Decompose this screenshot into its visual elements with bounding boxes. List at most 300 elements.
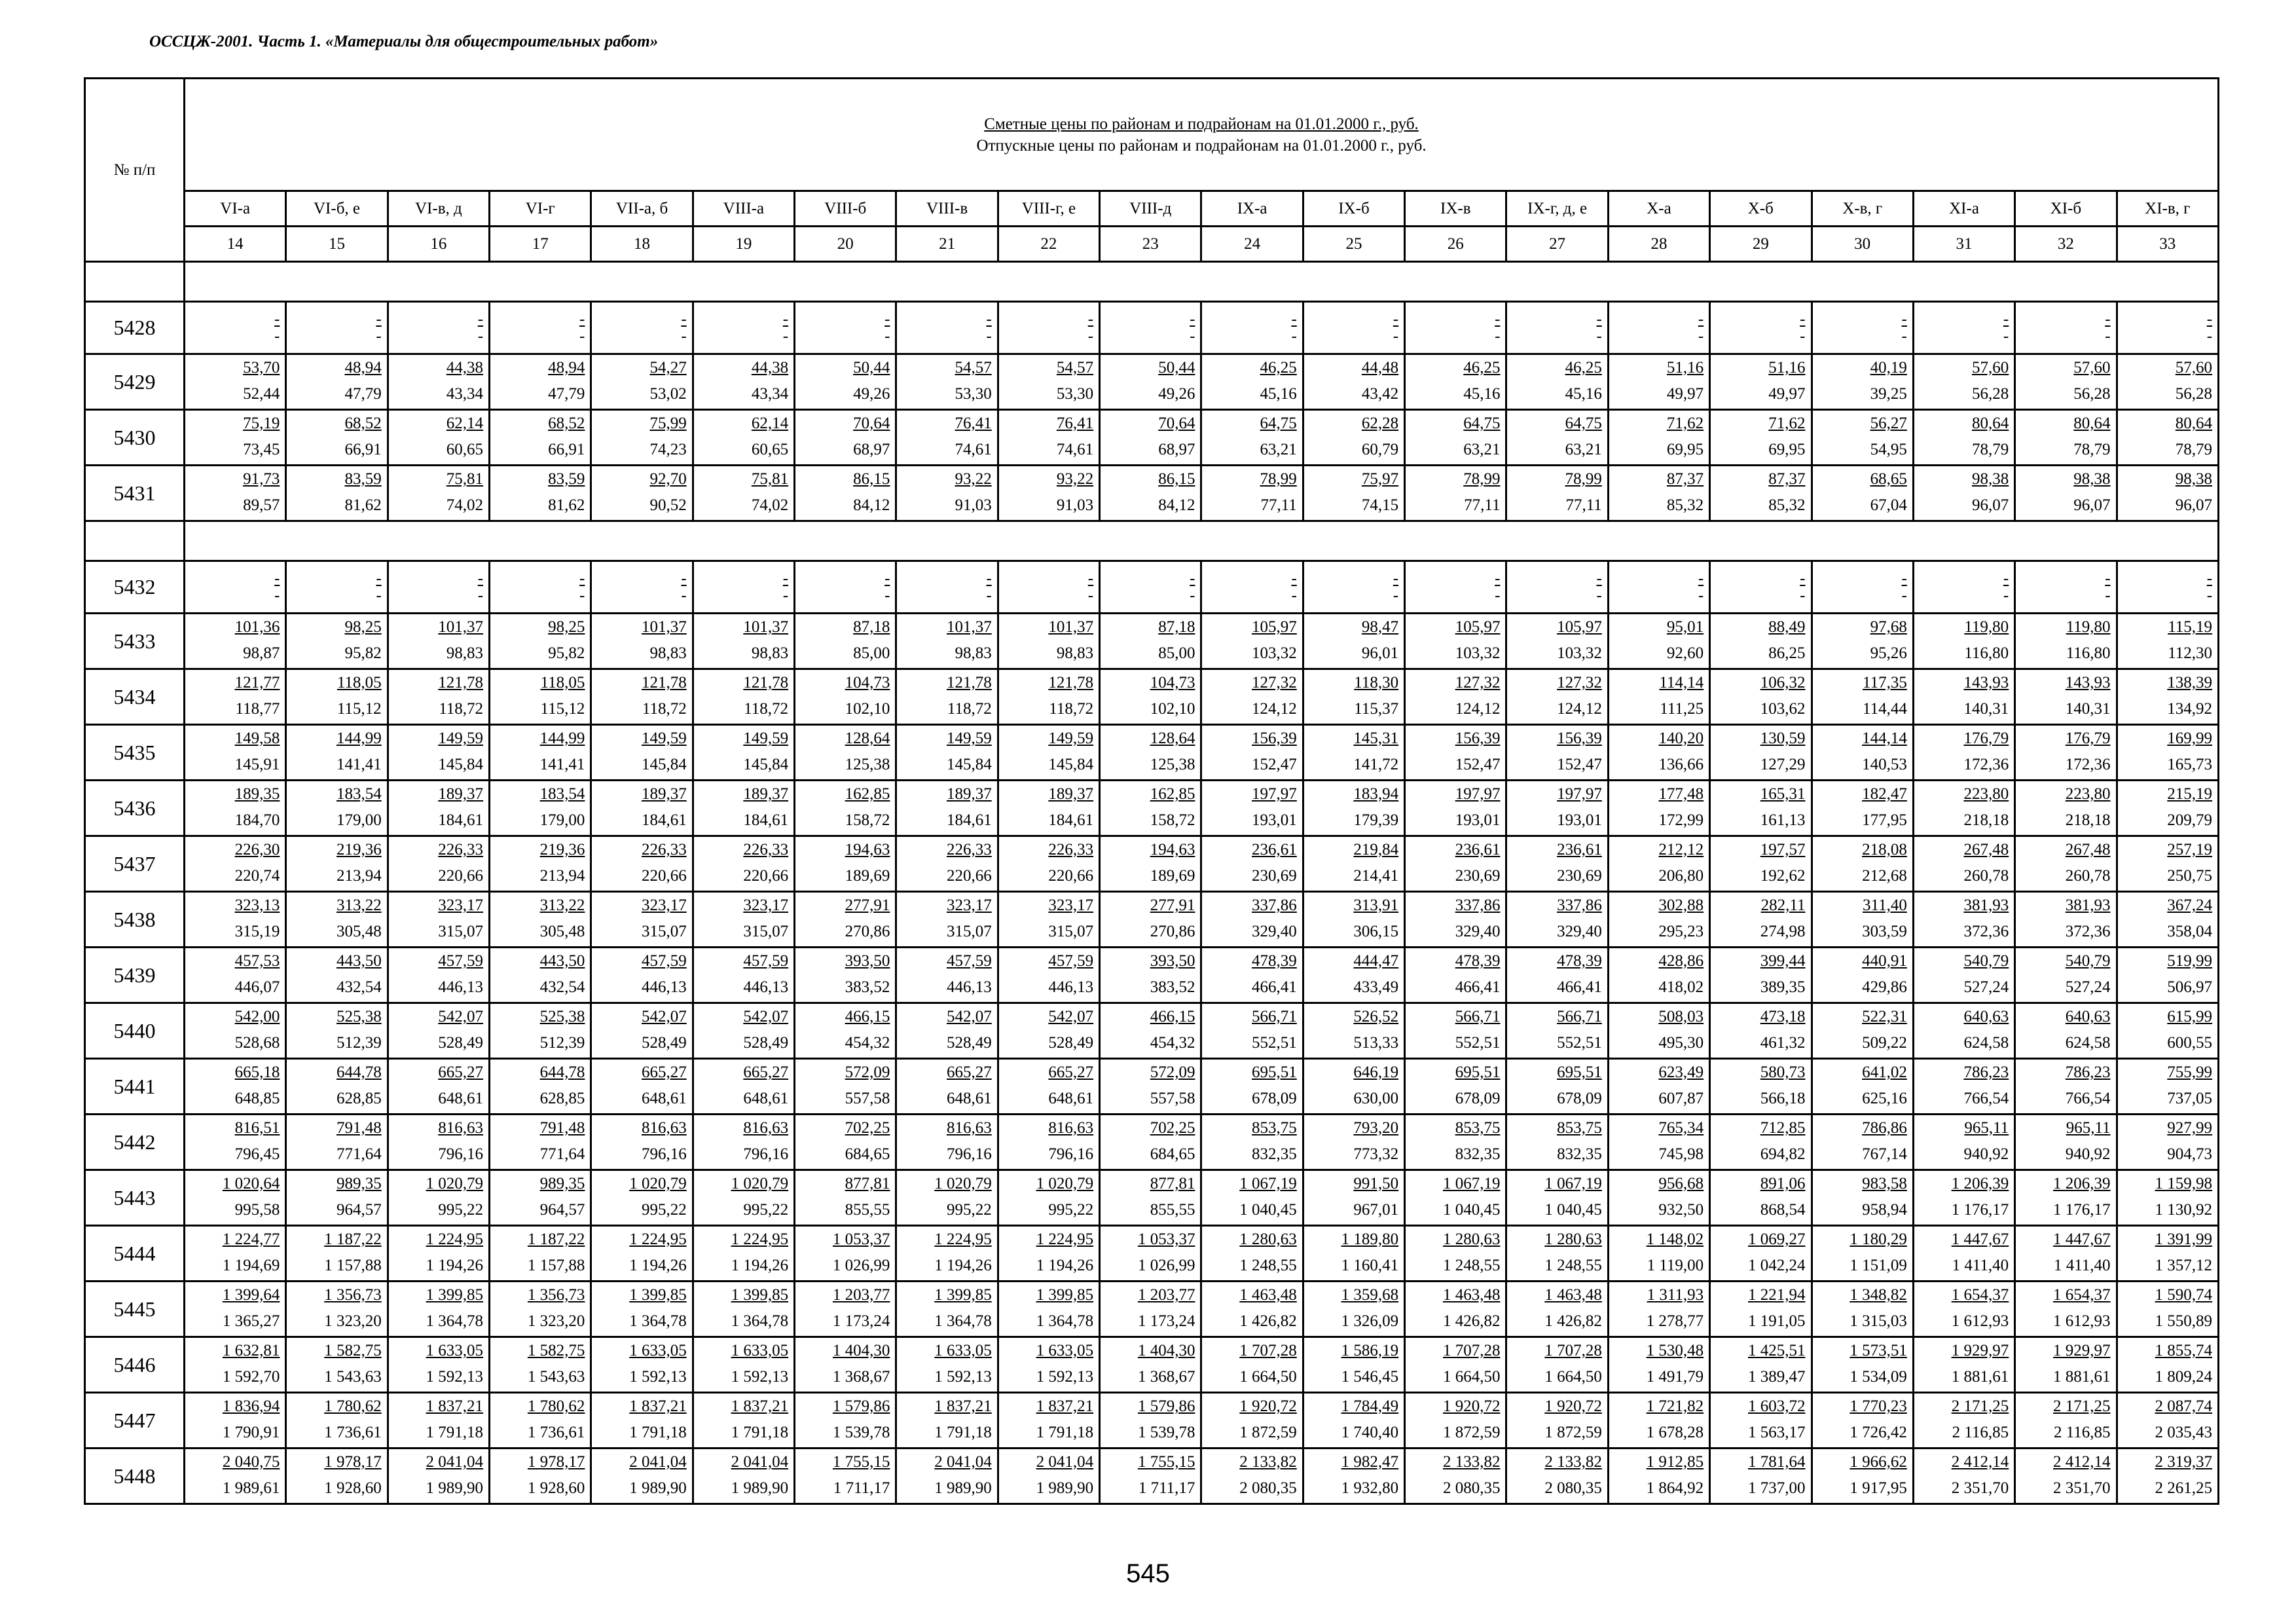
- price-cell: [2117, 669, 2219, 725]
- estimated-price: 219,84: [1353, 841, 1399, 858]
- release-price: 648,61: [1048, 1090, 1094, 1107]
- price-cell: [185, 948, 286, 1003]
- release-price: 305,48: [336, 923, 382, 940]
- price-cell: [1812, 1337, 1913, 1393]
- release-price: 796,16: [1048, 1145, 1094, 1163]
- price-cell: [1303, 1393, 1404, 1449]
- estimated-price: -: [579, 310, 585, 328]
- price-cell: [388, 1170, 489, 1226]
- price-cell: [185, 669, 286, 725]
- release-price: 446,13: [947, 978, 992, 996]
- release-price: 527,24: [2065, 978, 2111, 996]
- release-price: 1 563,17: [1748, 1424, 1806, 1441]
- price-cell: [591, 354, 693, 410]
- price-cell: [286, 1115, 388, 1170]
- estimated-price: 149,59: [743, 729, 789, 747]
- estimated-price: 444,47: [1353, 952, 1399, 970]
- estimated-price: 478,39: [1252, 952, 1297, 970]
- estimated-price: 457,59: [641, 952, 687, 970]
- estimated-price: 1 579,86: [832, 1397, 890, 1415]
- price-cell: [2015, 1337, 2117, 1393]
- release-price: 454,32: [1150, 1034, 1195, 1052]
- estimated-price: 1 654,37: [1951, 1286, 2009, 1304]
- price-cell: [1405, 410, 1506, 466]
- release-price: 220,66: [947, 867, 992, 885]
- estimated-price: 54,27: [649, 359, 687, 377]
- price-cell: [490, 354, 591, 410]
- estimated-price: 302,88: [1658, 896, 1704, 914]
- price-cell: [388, 1337, 489, 1393]
- release-price: 995,22: [438, 1201, 484, 1219]
- estimated-price: 75,81: [751, 470, 789, 488]
- estimated-price: 665,27: [947, 1063, 992, 1081]
- price-cell: [998, 1059, 1099, 1115]
- estimated-price: 640,63: [2065, 1008, 2111, 1025]
- release-price: 118,72: [947, 700, 992, 718]
- estimated-price: 399,44: [1760, 952, 1806, 970]
- price-cell: [388, 1059, 489, 1115]
- release-price: 230,69: [1455, 867, 1501, 885]
- estimated-price: 644,78: [539, 1063, 585, 1081]
- estimated-price: 70,64: [853, 415, 890, 432]
- estimated-price: -: [376, 569, 382, 587]
- release-price: 158,72: [1150, 811, 1195, 829]
- release-price: 45,16: [1463, 385, 1501, 403]
- estimated-price: 1 224,95: [934, 1230, 992, 1248]
- estimated-price: 101,37: [1048, 618, 1094, 636]
- release-price: 193,01: [1252, 811, 1297, 829]
- price-cell: [1201, 1115, 1303, 1170]
- release-price: -: [2105, 586, 2111, 604]
- price-cell: [1303, 1282, 1404, 1337]
- estimated-price: 473,18: [1760, 1008, 1806, 1025]
- estimated-price: 2 041,04: [934, 1453, 992, 1471]
- price-cell: [998, 614, 1099, 669]
- column-number: 20: [795, 227, 896, 262]
- estimated-price: 1 590,74: [2155, 1286, 2213, 1304]
- release-price: 433,49: [1353, 978, 1399, 996]
- price-cell: [998, 781, 1099, 836]
- release-price: 1 989,61: [222, 1479, 280, 1497]
- estimated-price: 267,48: [1963, 841, 2009, 858]
- price-cell: [185, 354, 286, 410]
- release-price: 855,55: [1150, 1201, 1195, 1219]
- release-price: 552,51: [1252, 1034, 1297, 1052]
- price-cell: [1608, 669, 1709, 725]
- release-price: 145,84: [743, 756, 789, 773]
- release-price: 1 368,67: [832, 1368, 890, 1386]
- price-cell: [490, 892, 591, 948]
- price-cell: [591, 614, 693, 669]
- estimated-price: 189,37: [947, 785, 992, 803]
- release-price: 1 932,80: [1341, 1479, 1399, 1497]
- price-cell: [1812, 354, 1913, 410]
- price-cell: [2117, 561, 2219, 614]
- row-number: 5429: [85, 354, 185, 410]
- release-price: 60,79: [1361, 441, 1399, 458]
- release-price: 52,44: [243, 385, 280, 403]
- price-cell: [490, 614, 591, 669]
- release-price: 85,32: [1666, 496, 1704, 514]
- estimated-price: 816,51: [234, 1119, 280, 1137]
- price-cell: [896, 1337, 998, 1393]
- price-cell: [1812, 892, 1913, 948]
- release-price: 306,15: [1353, 923, 1399, 940]
- estimated-price: 1 586,19: [1341, 1342, 1399, 1359]
- release-price: 940,92: [2065, 1145, 2111, 1163]
- estimated-price: 695,51: [1455, 1063, 1501, 1081]
- price-cell: [1710, 1003, 1812, 1059]
- price-cell: [1303, 836, 1404, 892]
- estimated-price: 1 206,39: [2053, 1175, 2111, 1192]
- estimated-price: 1 463,48: [1442, 1286, 1501, 1304]
- price-cell: [1608, 781, 1709, 836]
- estimated-price: 989,35: [336, 1175, 382, 1192]
- release-price: 118,72: [439, 700, 484, 718]
- price-cell: [591, 1337, 693, 1393]
- estimated-price: 93,22: [955, 470, 992, 488]
- price-cell: [490, 1226, 591, 1282]
- estimated-price: 1 187,22: [527, 1230, 585, 1248]
- estimated-price: 1 912,85: [1646, 1453, 1704, 1471]
- price-cell: [490, 561, 591, 614]
- estimated-price: 144,14: [1862, 729, 1907, 747]
- table-row: [85, 1003, 2219, 1059]
- release-price: 767,14: [1862, 1145, 1907, 1163]
- price-cell: [1100, 354, 1201, 410]
- price-cell: [185, 836, 286, 892]
- release-price: 98,83: [649, 644, 687, 662]
- estimated-price: -: [2105, 569, 2111, 587]
- price-cell: [1100, 948, 1201, 1003]
- price-cell: [2117, 1170, 2219, 1226]
- column-number: 22: [998, 227, 1099, 262]
- price-cell: [286, 948, 388, 1003]
- row-number: 5447: [85, 1393, 185, 1449]
- price-cell: [1913, 948, 2014, 1003]
- release-price: 54,95: [1870, 441, 1907, 458]
- release-price: -: [274, 586, 280, 604]
- estimated-price: 1 755,15: [832, 1453, 890, 1471]
- release-price: -: [1698, 327, 1704, 345]
- estimated-price: 1 447,67: [1951, 1230, 2009, 1248]
- estimated-price: 267,48: [2065, 841, 2111, 858]
- price-cell: [1812, 948, 1913, 1003]
- price-cell: [998, 1226, 1099, 1282]
- release-price: 39,25: [1870, 385, 1907, 403]
- estimated-price: 40,19: [1870, 359, 1907, 377]
- release-price: 1 176,17: [1951, 1201, 2009, 1219]
- price-cell: [1710, 948, 1812, 1003]
- estimated-price: 71,62: [1666, 415, 1704, 432]
- price-cell: [1710, 892, 1812, 948]
- estimated-price: 226,33: [947, 841, 992, 858]
- estimated-price: 2 133,82: [1442, 1453, 1501, 1471]
- release-price: 177,95: [1862, 811, 1907, 829]
- release-price: 2 351,70: [1951, 1479, 2009, 1497]
- price-cell: [1405, 561, 1506, 614]
- price-cell: [2117, 1393, 2219, 1449]
- price-cell: [896, 410, 998, 466]
- estimated-price: 282,11: [1760, 896, 1806, 914]
- price-cell: [1201, 948, 1303, 1003]
- price-cell: [1710, 302, 1812, 354]
- estimated-price: 457,59: [743, 952, 789, 970]
- estimated-price: -: [477, 569, 484, 587]
- estimated-price: 101,37: [438, 618, 484, 636]
- release-price: 305,48: [539, 923, 585, 940]
- estimated-price: 156,39: [1455, 729, 1501, 747]
- price-cell: [998, 1449, 1099, 1504]
- price-cell: [2015, 614, 2117, 669]
- release-price: -: [884, 327, 890, 345]
- price-cell: [1812, 1226, 1913, 1282]
- column-label: XI-а: [1913, 191, 2014, 227]
- table-row: [85, 1393, 2219, 1449]
- release-price: -: [1901, 586, 1907, 604]
- price-cell: [2117, 410, 2219, 466]
- estimated-price: 1 633,05: [934, 1342, 992, 1359]
- release-price: 1 368,67: [1137, 1368, 1195, 1386]
- estimated-price: 1 920,72: [1442, 1397, 1501, 1415]
- price-cell: [591, 1115, 693, 1170]
- release-price: 209,79: [2167, 811, 2213, 829]
- estimated-price: 2 412,14: [1951, 1453, 2009, 1471]
- price-cell: [896, 1449, 998, 1504]
- table-row: [85, 302, 2219, 354]
- release-price: 1 194,69: [222, 1257, 280, 1274]
- price-cell: [1506, 1059, 1608, 1115]
- price-cell: [1913, 354, 2014, 410]
- price-cell: [2117, 466, 2219, 521]
- release-price: 1 248,55: [1239, 1257, 1297, 1274]
- release-price: 1 790,91: [222, 1424, 280, 1441]
- release-price: -: [1800, 327, 1806, 345]
- price-cell: [185, 614, 286, 669]
- estimated-price: 144,99: [539, 729, 585, 747]
- price-cell: [1710, 1115, 1812, 1170]
- release-price: 47,79: [548, 385, 585, 403]
- release-price: 1 592,13: [1036, 1368, 1094, 1386]
- estimated-price: 853,75: [1557, 1119, 1602, 1137]
- release-price: 260,78: [2065, 867, 2111, 885]
- release-price: 1 678,28: [1646, 1424, 1704, 1441]
- estimated-price: 121,78: [438, 674, 484, 692]
- release-price: 1 194,26: [426, 1257, 484, 1274]
- release-price: 1 543,63: [527, 1368, 585, 1386]
- price-cell: [998, 892, 1099, 948]
- estimated-price: 1 067,19: [1442, 1175, 1501, 1192]
- price-cell: [388, 669, 489, 725]
- release-price: 189,69: [845, 867, 890, 885]
- price-cell: [693, 614, 794, 669]
- price-cell: [1812, 1003, 1913, 1059]
- release-price: 1 726,42: [1850, 1424, 1907, 1441]
- price-cell: [693, 781, 794, 836]
- price-cell: [1913, 892, 2014, 948]
- price-cell: [1812, 302, 1913, 354]
- release-price: -: [2003, 327, 2009, 345]
- estimated-price: 46,25: [1260, 359, 1297, 377]
- price-cell: [1303, 948, 1404, 1003]
- estimated-price: 393,50: [1150, 952, 1195, 970]
- price-cell: [1608, 1282, 1709, 1337]
- estimated-price: 189,37: [1048, 785, 1094, 803]
- estimated-price: -: [1698, 310, 1704, 328]
- price-cell: [795, 1115, 896, 1170]
- price-cell: [490, 1170, 591, 1226]
- release-price: 43,42: [1361, 385, 1399, 403]
- estimated-price: 525,38: [539, 1008, 585, 1025]
- release-price: 1 248,55: [1442, 1257, 1501, 1274]
- estimated-price: 853,75: [1455, 1119, 1501, 1137]
- estimated-price: -: [986, 569, 992, 587]
- release-price: 418,02: [1658, 978, 1704, 996]
- release-price: 220,66: [438, 867, 484, 885]
- column-label: VIII-д: [1100, 191, 1201, 227]
- price-cell: [693, 1393, 794, 1449]
- estimated-price: 162,85: [845, 785, 890, 803]
- price-cell: [1608, 948, 1709, 1003]
- estimated-price: 381,93: [1963, 896, 2009, 914]
- estimated-price: -: [2003, 310, 2009, 328]
- price-cell: [388, 836, 489, 892]
- release-price: 96,07: [1971, 496, 2009, 514]
- column-label: XI-б: [2015, 191, 2117, 227]
- price-cell: [1812, 781, 1913, 836]
- table-title-estimated: Сметные цены по районам и подрайонам на 01.01.2000 г., руб.: [984, 115, 1419, 133]
- release-price: -: [2206, 586, 2213, 604]
- table-row: [85, 892, 2219, 948]
- price-cell: [1608, 1003, 1709, 1059]
- price-cell: [693, 1170, 794, 1226]
- estimated-price: 1 399,85: [426, 1286, 484, 1304]
- price-cell: [1506, 1337, 1608, 1393]
- price-cell: [1405, 1170, 1506, 1226]
- release-price: 372,36: [1963, 923, 2009, 940]
- price-cell: [1913, 1059, 2014, 1115]
- release-price: 56,28: [2175, 385, 2213, 403]
- price-cell: [1405, 354, 1506, 410]
- price-cell: [591, 948, 693, 1003]
- column-label: VI-г: [490, 191, 591, 227]
- estimated-price: -: [1190, 310, 1195, 328]
- release-price: 329,40: [1252, 923, 1297, 940]
- release-price: 1 157,88: [527, 1257, 585, 1274]
- estimated-price: 640,63: [1963, 1008, 2009, 1025]
- release-price: 1 176,17: [2053, 1201, 2111, 1219]
- release-price: 329,40: [1455, 923, 1501, 940]
- price-cell: [1506, 1282, 1608, 1337]
- price-cell: [1100, 836, 1201, 892]
- estimated-price: 1 020,79: [629, 1175, 687, 1192]
- price-cell: [693, 410, 794, 466]
- estimated-price: 182,47: [1862, 785, 1907, 803]
- release-price: 141,41: [336, 756, 382, 773]
- release-price: 1 278,77: [1646, 1312, 1704, 1330]
- estimated-price: 1 707,28: [1239, 1342, 1297, 1359]
- price-cell: [1303, 354, 1404, 410]
- release-price: 528,49: [641, 1034, 687, 1052]
- price-cell: [795, 1337, 896, 1393]
- release-price: 145,84: [641, 756, 687, 773]
- release-price: 220,66: [1048, 867, 1094, 885]
- release-price: 63,21: [1463, 441, 1501, 458]
- price-cell: [896, 614, 998, 669]
- release-price: -: [782, 327, 789, 345]
- price-cell: [1201, 1170, 1303, 1226]
- estimated-price: 1 404,30: [1137, 1342, 1195, 1359]
- price-cell: [1506, 561, 1608, 614]
- price-cell: [591, 1226, 693, 1282]
- release-price: 179,00: [539, 811, 585, 829]
- price-cell: [1201, 410, 1303, 466]
- estimated-price: 62,28: [1361, 415, 1399, 432]
- release-price: 694,82: [1760, 1145, 1806, 1163]
- release-price: 625,16: [1862, 1090, 1907, 1107]
- release-price: -: [1291, 327, 1297, 345]
- release-price: 124,12: [1455, 700, 1501, 718]
- price-cell: [795, 410, 896, 466]
- price-cell: [1100, 1059, 1201, 1115]
- price-cell: [896, 1393, 998, 1449]
- release-price: -: [1190, 327, 1195, 345]
- price-cell: [591, 836, 693, 892]
- price-cell: [490, 948, 591, 1003]
- release-price: 74,61: [1056, 441, 1094, 458]
- release-price: 1 989,90: [1036, 1479, 1094, 1497]
- release-price: -: [1190, 586, 1195, 604]
- release-price: 684,65: [845, 1145, 890, 1163]
- release-price: 796,16: [641, 1145, 687, 1163]
- price-cell: [1201, 669, 1303, 725]
- estimated-price: 702,25: [1150, 1119, 1195, 1137]
- estimated-price: 194,63: [845, 841, 890, 858]
- estimated-price: 1 837,21: [629, 1397, 687, 1415]
- estimated-price: 1 020,79: [934, 1175, 992, 1192]
- estimated-price: -: [1190, 569, 1195, 587]
- release-price: 47,79: [344, 385, 382, 403]
- price-cell: [490, 1337, 591, 1393]
- estimated-price: 183,94: [1353, 785, 1399, 803]
- estimated-price: 1 707,28: [1442, 1342, 1501, 1359]
- release-price: 86,25: [1768, 644, 1806, 662]
- estimated-price: 98,25: [548, 618, 585, 636]
- estimated-price: 1 187,22: [324, 1230, 382, 1248]
- estimated-price: 2 087,74: [2155, 1397, 2213, 1415]
- price-cell: [185, 1170, 286, 1226]
- price-cell: [1913, 725, 2014, 781]
- release-price: 73,45: [243, 441, 280, 458]
- release-price: 2 116,85: [2053, 1424, 2111, 1441]
- release-price: 1 592,70: [222, 1368, 280, 1386]
- price-cell: [1405, 1059, 1506, 1115]
- estimated-price: 215,19: [2167, 785, 2213, 803]
- column-number: 17: [490, 227, 591, 262]
- price-cell: [1710, 614, 1812, 669]
- price-cell: [591, 561, 693, 614]
- estimated-price: 313,91: [1353, 896, 1399, 914]
- price-cell: [693, 948, 794, 1003]
- release-price: 274,98: [1760, 923, 1806, 940]
- release-price: 85,00: [1158, 644, 1195, 662]
- release-price: 68,97: [853, 441, 890, 458]
- price-cell: [1303, 614, 1404, 669]
- estimated-price: 1 069,27: [1748, 1230, 1806, 1248]
- price-cell: [1405, 1393, 1506, 1449]
- price-cell: [1405, 781, 1506, 836]
- price-cell: [591, 1393, 693, 1449]
